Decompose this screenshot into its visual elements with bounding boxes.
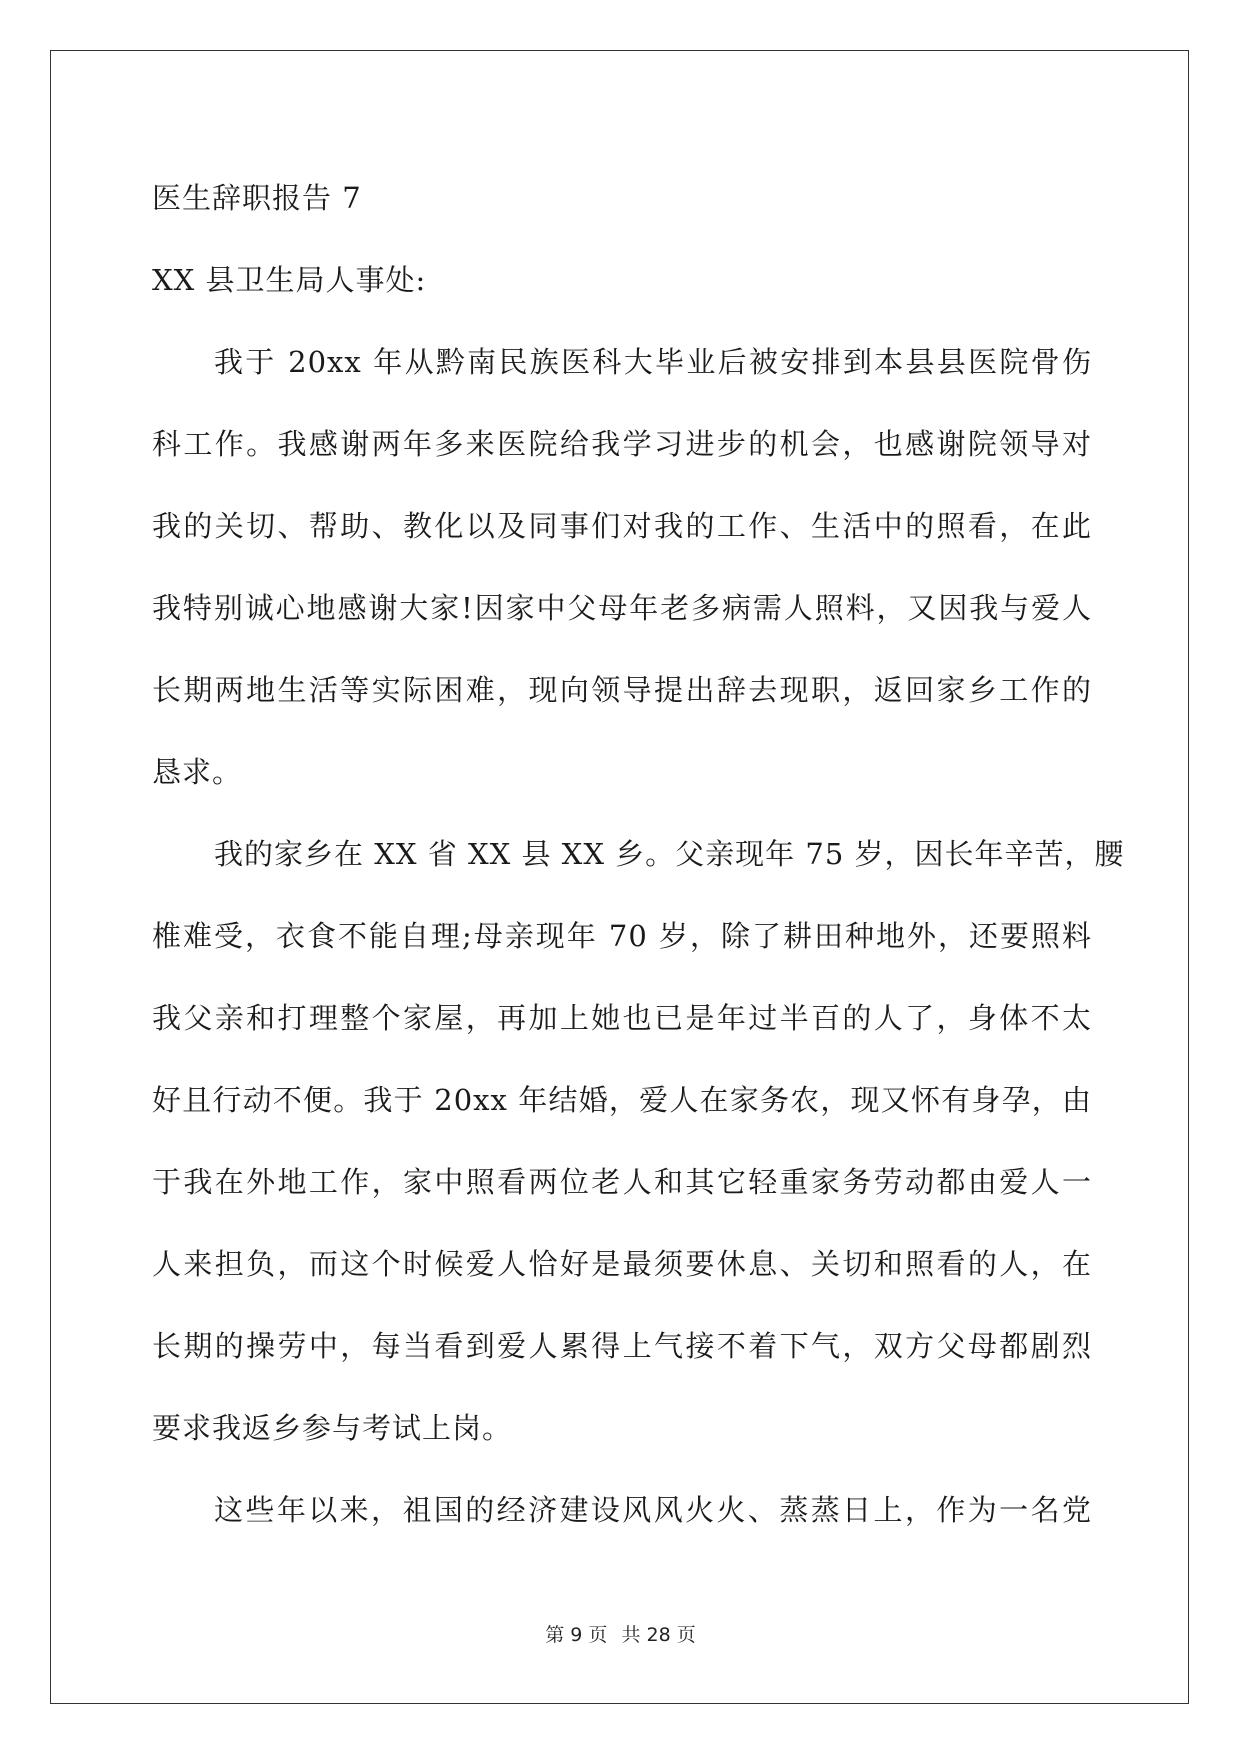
- paragraph-line: 于我在外地工作，家中照看两位老人和其它轻重家务劳动都由爱人一: [152, 1165, 1092, 1199]
- paragraph-2: [152, 824, 1125, 1480]
- page-number: 第 9 页: [545, 1624, 608, 1646]
- paragraph-line: 我父亲和打理整个家屋，再加上她也已是年过半百的人了，身体不太: [152, 1001, 1092, 1035]
- document-body: [152, 168, 1125, 1562]
- paragraph-1: [152, 332, 1092, 824]
- paragraph-line: 恳求。: [152, 755, 243, 789]
- paragraph-line: 我于 20xx 年从黔南民族医科大毕业后被安排到本县县医院骨伤: [214, 345, 1092, 379]
- paragraph-line: 长期两地生活等实际困难，现向领导提出辞去现职，返回家乡工作的: [152, 673, 1092, 707]
- paragraph-line: 我的关切、帮助、教化以及同事们对我的工作、生活中的照看，在此: [152, 509, 1092, 543]
- paragraph-line: 要求我返乡参与考试上岗。: [152, 1411, 513, 1445]
- paragraph-line: 这些年以来，祖国的经济建设风风火火、蒸蒸日上，作为一名党: [214, 1493, 1092, 1527]
- document-title: 医生辞职报告 7: [152, 181, 362, 215]
- paragraph-3: [152, 1480, 1092, 1562]
- total-pages: 共 28 页: [621, 1624, 696, 1646]
- paragraph-line: 长期的操劳中，每当看到爱人累得上气接不着下气，双方父母都剧烈: [152, 1329, 1092, 1363]
- paragraph-line: 椎难受，衣食不能自理;母亲现年 70 岁，除了耕田种地外，还要照料: [152, 919, 1092, 953]
- salutation: XX 县卫生局人事处:: [152, 263, 427, 297]
- paragraph-line: 人来担负，而这个时候爱人恰好是最须要休息、关切和照看的人，在: [152, 1247, 1092, 1281]
- paragraph-line: 科工作。我感谢两年多来医院给我学习进步的机会，也感谢院领导对: [152, 427, 1092, 461]
- paragraph-line: 好且行动不便。我于 20xx 年结婚，爱人在家务农，现又怀有身孕，由: [152, 1083, 1092, 1117]
- page-footer: [0, 1620, 1241, 1647]
- paragraph-line: 我的家乡在 XX 省 XX 县 XX 乡。父亲现年 75 岁，因长年辛苦，腰: [214, 837, 1125, 871]
- paragraph-line: 我特别诚心地感谢大家!因家中父母年老多病需人照料，又因我与爱人: [152, 591, 1092, 625]
